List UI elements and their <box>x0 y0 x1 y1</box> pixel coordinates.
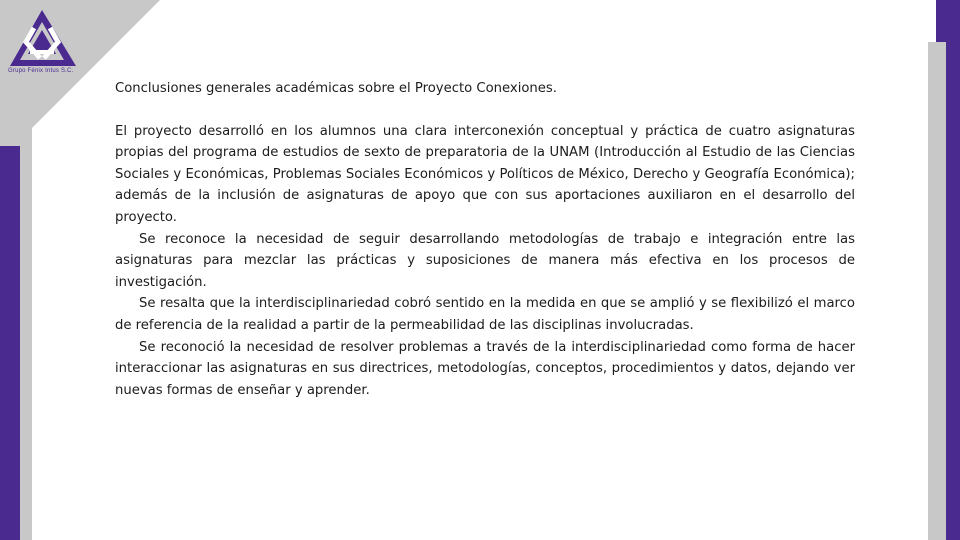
logo-caption: Grupo Fénix Intus S.C. <box>8 68 74 74</box>
document-title: Conclusiones generales académicas sobre el Proyecto Conexiones. <box>115 81 557 96</box>
left-accent-bar <box>0 146 20 540</box>
document-body <box>115 78 855 401</box>
paragraph-3: Se resalta que la interdisciplinariedad cobró sentido en la medida en que se amplió y se flexibilizó el marco de referencia de la realidad a partir de la permeabilidad de las disciplinas involucradas. <box>115 296 855 333</box>
paragraph-1: El proyecto desarrolló en los alumnos una clara interconexión conceptual y práctica de cuatro asignaturas propias del programa de estudios de sexto de preparatoria de la UNAM (Introducción al Estudio de las Ciencias Sociales y Económicas, Problemas Sociales Económicos y Políticos de México, Derecho y Geografía Económica); además de la inclusión de asignaturas de apoyo que con sus aportaciones auxiliaron en el desarrollo del proyecto. <box>115 123 855 225</box>
left-gray-strip <box>20 146 32 492</box>
paragraph-2: Se reconoce la necesidad de seguir desarrollando metodologías de trabajo e integración entre las asignaturas para mezclar las prácticas y suposiciones de manera más efectiva en los procesos de investigación. <box>115 231 855 290</box>
right-gray-strip <box>928 42 946 540</box>
paragraph-4: Se reconoció la necesidad de resolver problemas a través de la interdisciplinariedad como forma de hacer interaccionar las asignaturas en sus directrices, metodologías, conceptos, procedimientos y datos, dejando ver nuevas formas de enseñar y aprender. <box>115 339 855 398</box>
